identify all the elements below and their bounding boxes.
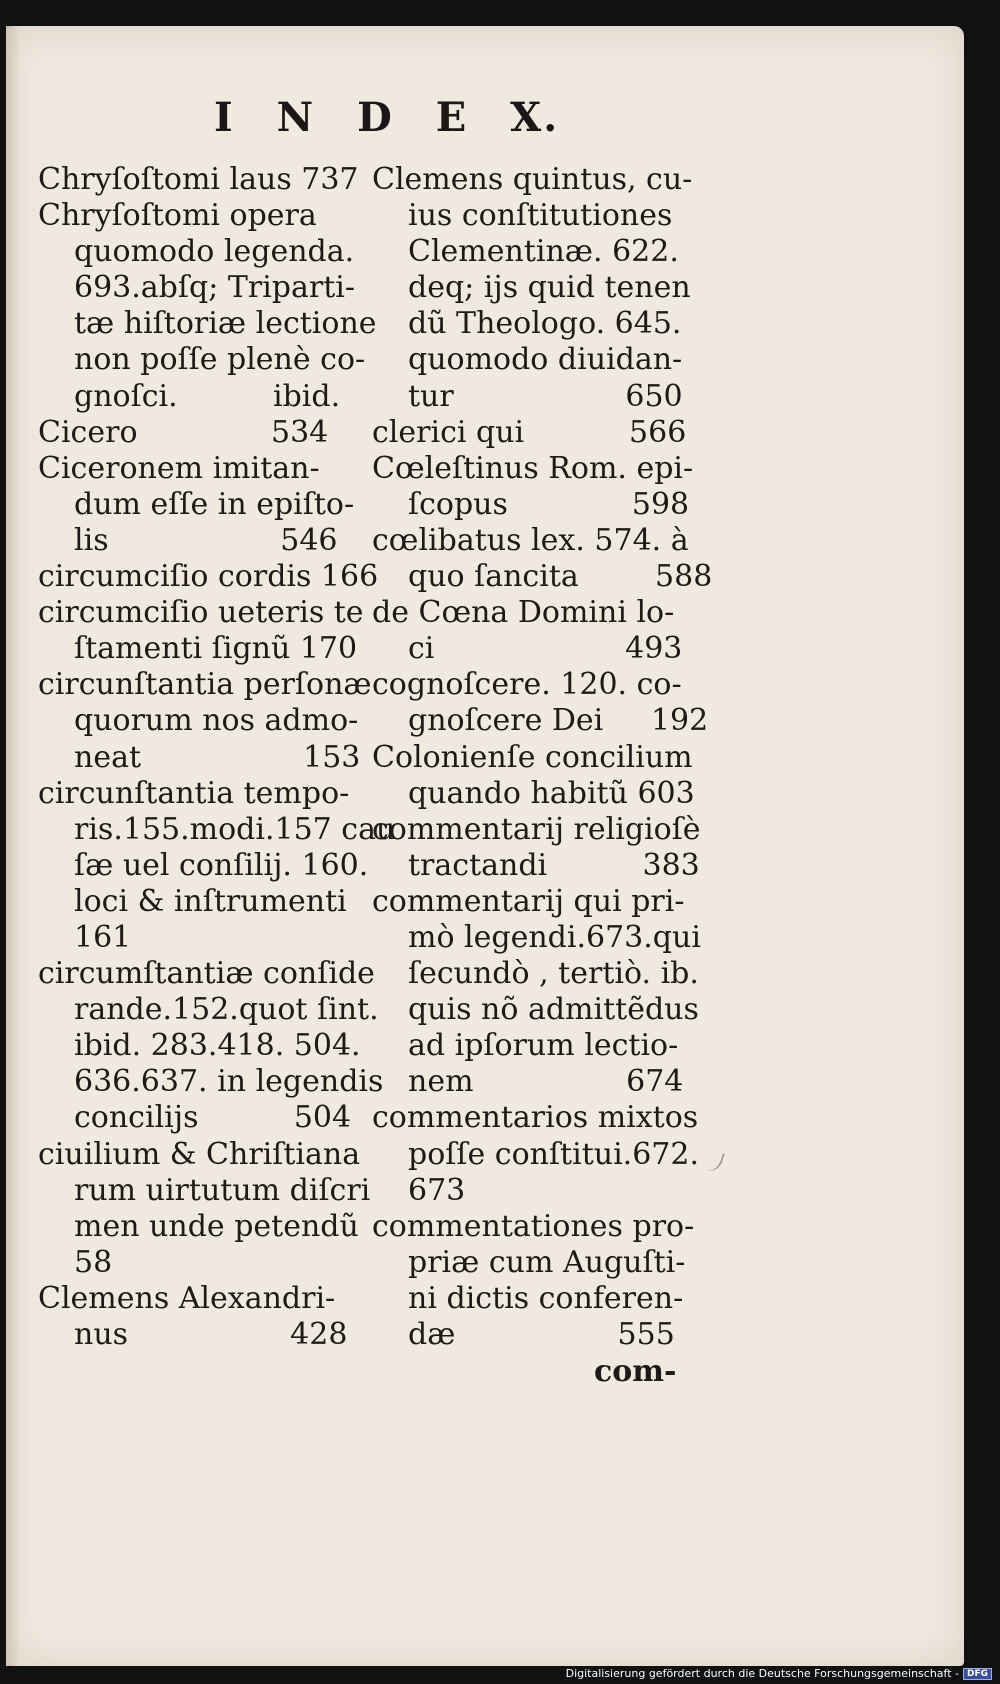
index-line: ris.155.modi.157 cau bbox=[74, 811, 396, 847]
index-line: 636.637. in legendis bbox=[74, 1064, 384, 1100]
index-line: mò legendi.673.qui bbox=[408, 919, 701, 955]
index-line: loci & inſtrumenti bbox=[74, 883, 347, 919]
index-line: dæ 555 bbox=[408, 1317, 675, 1352]
index-line: circumciſio ueteris te bbox=[38, 595, 364, 631]
index-line: tæ hiſtoriæ lectione bbox=[74, 306, 377, 342]
index-line: priæ cum Auguſti- bbox=[408, 1244, 686, 1280]
index-line: ſcopus 598 bbox=[408, 486, 690, 522]
index-line: Chryſoſtomi laus 737 bbox=[38, 162, 359, 197]
index-line: circunſtantia perſonæ bbox=[38, 667, 372, 703]
catchword: com- bbox=[594, 1354, 677, 1389]
index-line: Cœleſtinus Rom. epi- bbox=[372, 450, 694, 486]
index-line: Clemens Alexandri- bbox=[38, 1280, 336, 1316]
index-line: circumſtantiæ conſide bbox=[38, 956, 375, 992]
index-line: lis 546 bbox=[74, 522, 338, 558]
index-line: quorum nos admo- bbox=[74, 703, 359, 739]
index-line: quis nõ admittẽdus bbox=[408, 992, 699, 1028]
index-line: ſæ uel conſilij. 160. bbox=[74, 847, 369, 883]
index-line: cœlibatus lex. 574. à bbox=[372, 522, 689, 558]
index-line: commentarios mixtos bbox=[372, 1100, 699, 1136]
index-line: commentarij qui pri- bbox=[372, 883, 685, 919]
index-line: nem 674 bbox=[408, 1064, 684, 1100]
index-line: circunſtantia tempo- bbox=[38, 775, 350, 811]
index-line: commentationes pro- bbox=[372, 1208, 695, 1244]
index-line: 58 bbox=[74, 1244, 113, 1280]
page-header: I N D E X. bbox=[214, 94, 560, 141]
index-line: cognoſcere. 120. co- bbox=[372, 667, 682, 703]
index-line: ciuilium & Chriſtiana bbox=[38, 1136, 361, 1172]
index-line: concilijs 504 bbox=[74, 1100, 352, 1136]
index-line: Cicero 534 bbox=[38, 414, 329, 450]
index-line: quomodo diuidan- bbox=[408, 342, 683, 378]
index-line: quomodo legenda. bbox=[74, 234, 355, 270]
index-column-left bbox=[38, 162, 396, 1353]
index-line: poſſe conſtitui.672. bbox=[408, 1136, 700, 1172]
index-line: men unde petendũ bbox=[74, 1208, 359, 1244]
index-line: tur 650 bbox=[408, 378, 683, 414]
index-line: clerici qui 566 bbox=[372, 414, 687, 450]
index-column-right bbox=[372, 162, 713, 1353]
index-line: rum uirtutum diſcri bbox=[74, 1172, 371, 1208]
index-line: quo ſancita 588 bbox=[408, 559, 713, 595]
index-line: Chryſoſtomi opera bbox=[38, 198, 317, 234]
index-line: 161 bbox=[74, 919, 132, 955]
footer-text: Digitalisierung gefördert durch die Deutsche Forschungsgemeinschaft - bbox=[565, 1667, 959, 1680]
index-line: ci 493 bbox=[408, 631, 683, 667]
index-line: commentarij religioſè bbox=[372, 811, 701, 847]
index-line: dum eſſe in epiſto- bbox=[74, 486, 355, 522]
index-line: de Cœna Domini lo- bbox=[372, 595, 675, 631]
dfg-logo-icon: DFG bbox=[963, 1668, 992, 1680]
index-line: 673 bbox=[408, 1172, 466, 1208]
index-line: Ciceronem imitan- bbox=[38, 450, 320, 486]
index-line: Clemens quintus, cu- bbox=[372, 162, 693, 197]
index-line: neat 153 bbox=[74, 739, 361, 775]
index-line: ius conſtitutiones bbox=[408, 198, 673, 234]
index-line: non poſſe plenè co- bbox=[74, 342, 366, 378]
book-page bbox=[6, 26, 964, 1666]
index-line: gnoſcere Dei 192 bbox=[408, 703, 709, 739]
index-line: nus 428 bbox=[74, 1317, 348, 1352]
index-line: tractandi 383 bbox=[408, 847, 700, 883]
index-line: quando habitũ 603 bbox=[408, 775, 695, 811]
index-line: ſtamenti ſignũ 170 bbox=[74, 631, 358, 667]
index-line: Clementinæ. 622. bbox=[408, 234, 679, 270]
index-line: 693.abſq; Triparti- bbox=[74, 270, 356, 306]
index-line: ſecundò , tertiò. ib. bbox=[408, 956, 699, 992]
index-line: ni dictis conferen- bbox=[408, 1280, 684, 1316]
index-line: rande.152.quot ſint. bbox=[74, 992, 379, 1028]
index-line: deq; ijs quid tenen bbox=[408, 270, 691, 306]
index-line: ad ipſorum lectio- bbox=[408, 1028, 679, 1064]
index-line: dũ Theologo. 645. bbox=[408, 306, 682, 342]
index-line: Colonienſe concilium bbox=[372, 739, 693, 775]
margin-pen-mark bbox=[699, 1147, 725, 1174]
index-line: gnoſci. ibid. bbox=[74, 378, 341, 414]
index-line: circumciſio cordis 166 bbox=[38, 559, 379, 595]
index-line: ibid. 283.418. 504. bbox=[74, 1028, 361, 1064]
digitization-footer bbox=[566, 1667, 992, 1680]
